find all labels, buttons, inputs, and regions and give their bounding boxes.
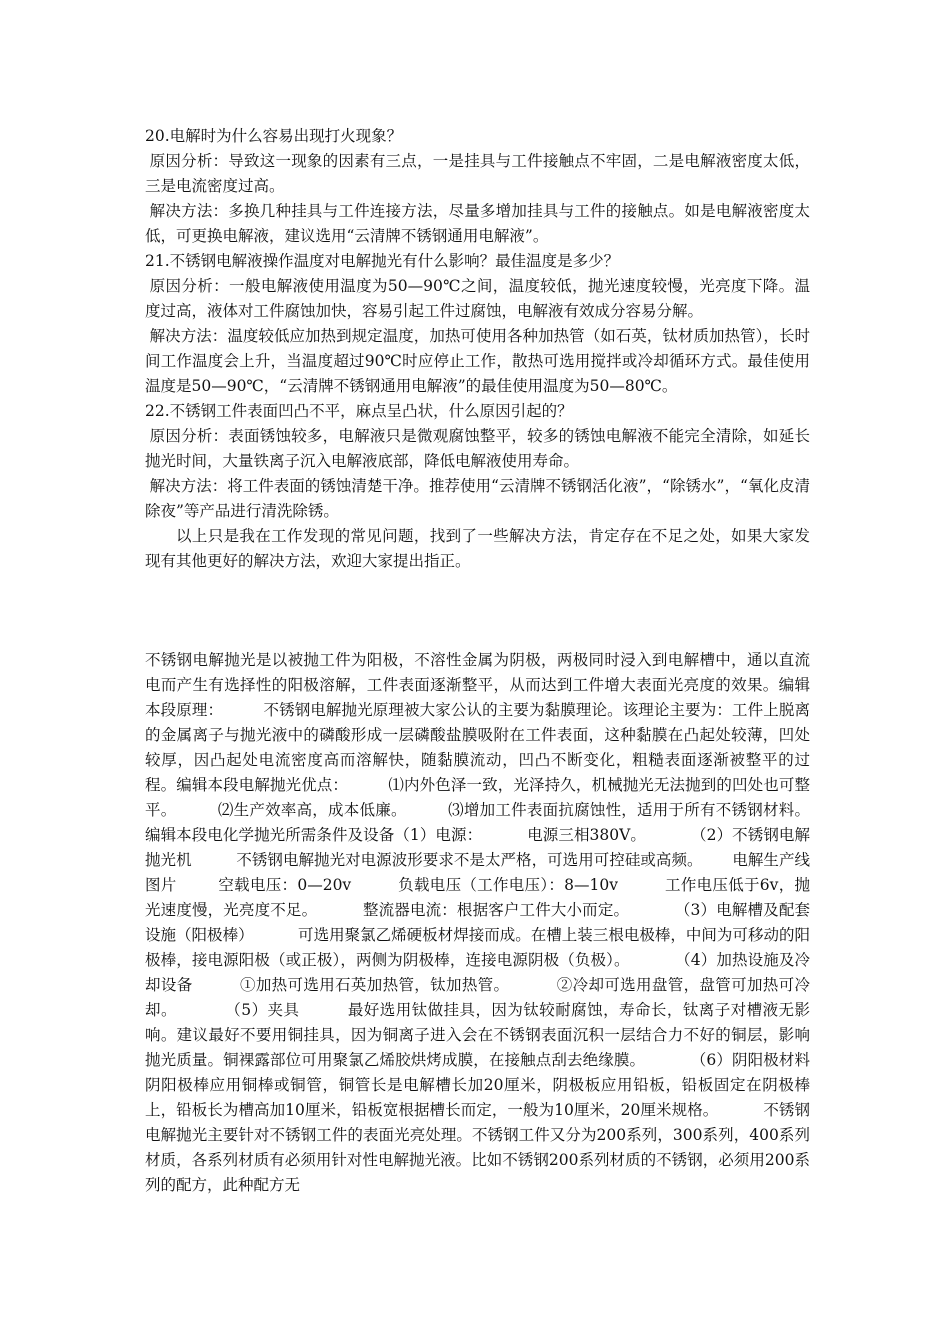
question-20-cause: 原因分析：导致这一现象的因素有三点，一是挂具与工件接触点不牢固，二是电解液密度太低，三是电流密度过高。: [145, 152, 810, 195]
electropolishing-body: 不锈钢电解抛光是以被抛工件为阳极，不溶性金属为阴极，两极同时浸入到电解槽中，通以直流电而产生有选择性的阳极溶解，工件表面逐渐整平，从而达到工件增大表面光亮度的效果。编辑本段原理： 不锈钢电解抛光原理被大家公认的主要为黏膜理论。该理论主要为：工件上脱离的金属离子与抛光液中的磷酸形成一层磷酸盐膜吸附在工件表面，这种黏膜在凸起处较薄，凹处较厚，因凸起处电流密度高而溶解快，随黏膜流动，凹凸不断变化，粗糙表面逐渐被整平的过程。编辑本段电解抛光优点： ⑴内外色泽一致，光泽持久，机械抛光无法抛到的凹处也可整平。 ⑵生产效率高，成本低廉。 ⑶增加工件表面抗腐蚀性，适用于所有不锈钢材料。编辑本段电化学抛光所需条件及设备（1）电源： 电源三相380V。 （2）不锈钢电解抛光机 不锈钢电解抛光对电源波形要求不是太严格，可选用可控硅或高频。 电解生产线图片 空载电压：0—20v 负载电压（工作电压）：8—10v 工作电压低于6v，抛光速度慢，光亮度不足。 整流器电流：根据客户工件大小而定。 （3）电解槽及配套设施（阳极棒） 可选用聚氯乙烯硬板材焊接而成。在槽上装三根电极棒，中间为可移动的阳极棒，接电源阳极（或正极），两侧为阴极棒，连接电源阴极（负极）。 （4）加热设施及冷却设备 ①加热可选用石英加热管，钛加热管。 ②冷却可选用盘管，盘管可加热可冷却。 （5）夹具 最好选用钛做挂具，因为钛较耐腐蚀，寿命长，钛离子对槽液无影响。建议最好不要用铜挂具，因为铜离子进入会在不锈钢表面沉积一层结合力不好的铜层，影响抛光质量。铜裸露部位可用聚氯乙烯胶烘烤成膜，在接触点刮去绝缘膜。 （6）阴阳极材料 阴阳极棒应用铜棒或铜管，铜管长是电解槽长加20厘米，阴极板应用铅板，铅板固定在阴极棒上，铅板长为槽高加10厘米，铅板宽根据槽长而定，一般为10厘米，20厘米规格。 不锈钢电解抛光主要针对不锈钢工件的表面光亮处理。不锈钢工件又分为200系列，300系列，400系列材质，各系列材质有必须用针对性电解抛光液。比如不锈钢200系列材质的不锈钢，必须用200系列的配方，此种配方无: [145, 651, 855, 1194]
question-21-heading: 21.不锈钢电解液操作温度对电解抛光有什么影响？最佳温度是多少？: [145, 252, 620, 270]
question-21-cause: 原因分析：一般电解液使用温度为50—90℃之间，温度较低，抛光速度较慢，光亮度下降。温度过高，液体对工件腐蚀加快，容易引起工件过腐蚀，电解液有效成分容易分解。: [145, 277, 810, 320]
question-22-cause: 原因分析：表面锈蚀较多，电解液只是微观腐蚀整平，较多的锈蚀电解液不能完全清除，如延长抛光时间，大量铁离子沉入电解液底部，降低电解液使用寿命。: [145, 427, 810, 470]
faq-section: [145, 124, 810, 574]
question-21-solution: 解决方法：温度较低应加热到规定温度，加热可使用各种加热管（如石英，钛材质加热管），长时间工作温度会上升，当温度超过90℃时应停止工作，散热可选用搅拌或冷却循环方式。最佳使用温度是50—90℃，“云清牌不锈钢通用电解液”的最佳使用温度为50—80℃。: [145, 327, 810, 395]
question-20-heading: 20.电解时为什么容易出现打火现象？: [145, 127, 403, 145]
question-22-heading: 22.不锈钢工件表面凹凸不平，麻点呈凸状，什么原因引起的？: [145, 402, 573, 420]
closing-paragraph: 以上只是我在工作发现的常见问题，找到了一些解决方法，肯定存在不足之处，如果大家发现有其他更好的解决方法，欢迎大家提出指正。: [145, 527, 810, 570]
question-20-solution: 解决方法：多换几种挂具与工件连接方法，尽量多增加挂具与工件的接触点。如是电解液密度太低，可更换电解液，建议选用“云清牌不锈钢通用电解液”。: [145, 202, 810, 245]
question-22-solution: 解决方法：将工件表面的锈蚀清楚干净。推荐使用“云清牌不锈钢活化液”，“除锈水”，“氧化皮清除夜”等产品进行清洗除锈。: [145, 477, 810, 520]
electropolishing-section: [145, 648, 855, 1198]
